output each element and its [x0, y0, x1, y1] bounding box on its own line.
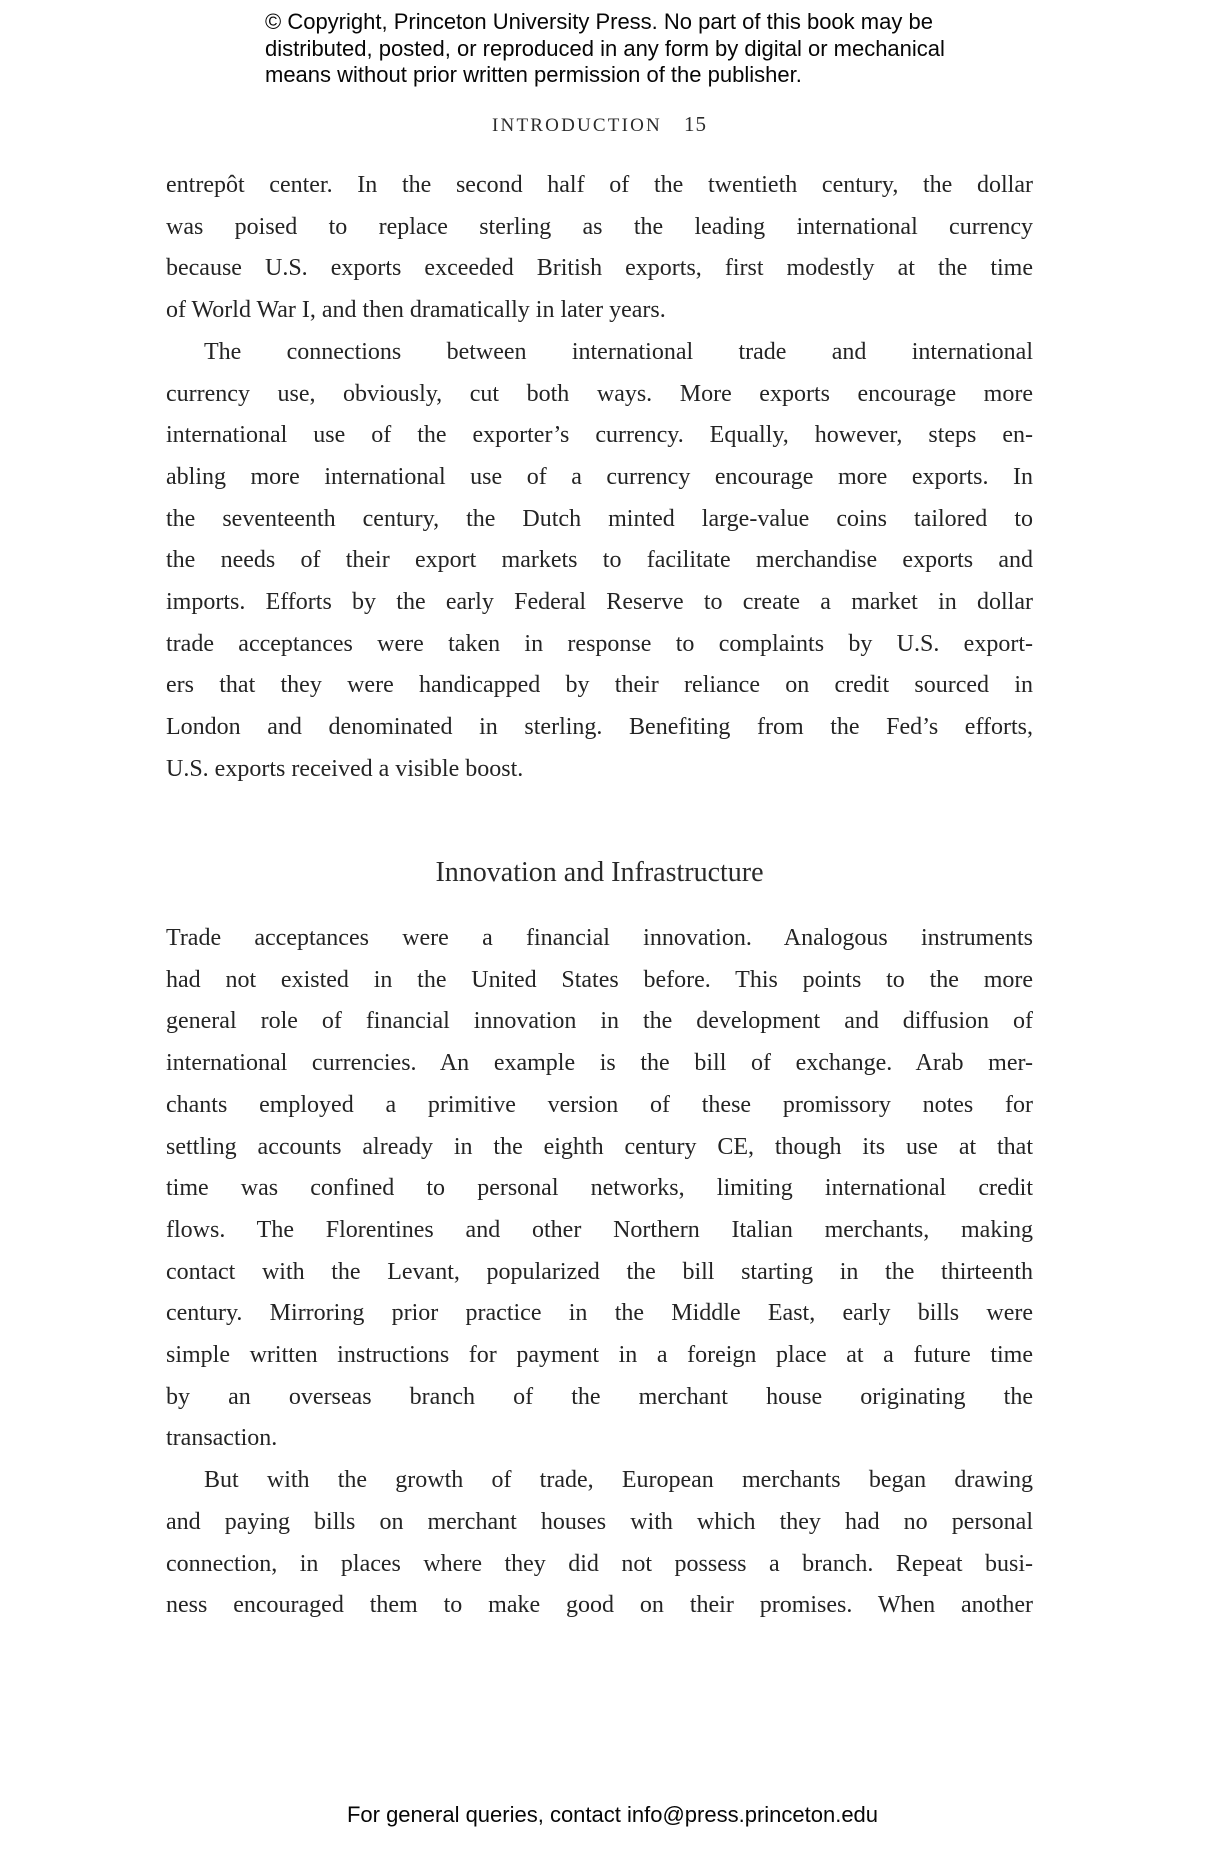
text-line: century. Mirroring prior practice in the Middle East, early bills were: [166, 1300, 1033, 1327]
page-footer-contact: For general queries, contact info@press.princeton.edu: [346, 1802, 879, 1827]
text-line: connection, in places where they did not possess a branch. Repeat busi-: [166, 1550, 1033, 1577]
text-line: of World War I, and then dramatically in later years.: [166, 297, 666, 324]
paragraph: [166, 165, 1033, 332]
text-line: trade acceptances were taken in response to complaints by U.S. export-: [166, 630, 1033, 657]
text-line: London and denominated in sterling. Benefiting from the Fed’s efforts,: [166, 714, 1033, 741]
text-line: international use of the exporter’s currency. Equally, however, steps en-: [166, 422, 1033, 449]
text-line: flows. The Florentines and other Northern Italian merchants, making: [166, 1216, 1033, 1243]
text-line: was poised to replace sterling as the leading international currency: [166, 213, 1033, 240]
text-line: and paying bills on merchant houses with which they had no personal: [166, 1508, 1033, 1535]
copyright-notice: [265, 9, 985, 89]
text-line: settling accounts already in the eighth century CE, though its use at that: [166, 1133, 1033, 1160]
text-line: general role of financial innovation in the development and diffusion of: [166, 1008, 1033, 1035]
paragraph: [166, 1460, 1033, 1627]
text-line: ness encouraged them to make good on their promises. When another: [166, 1592, 1033, 1619]
paragraph: [166, 332, 1033, 791]
text-line: distributed, posted, or reproduced in any form by digital or mechanical: [265, 35, 945, 61]
text-line: currency use, obviously, cut both ways. More exports encourage more: [166, 380, 1033, 407]
text-line: the seventeenth century, the Dutch minted large-value coins tailored to: [166, 505, 1033, 532]
running-header: [166, 112, 1033, 137]
text-line: But with the growth of trade, European merchants began drawing: [204, 1467, 1033, 1494]
text-line: because U.S. exports exceeded British exports, first modestly at the time: [166, 255, 1033, 282]
section-heading: Innovation and Infrastructure: [435, 857, 764, 888]
text-line: Trade acceptances were a financial innovation. Analogous instruments: [166, 925, 1033, 951]
text-line: time was confined to personal networks, limiting international credit: [166, 1175, 1033, 1202]
text-line: © Copyright, Princeton University Press. No part of this book may be: [265, 9, 933, 34]
text-line: simple written instructions for payment in a foreign place at a future time: [166, 1342, 1033, 1369]
text-line: international currencies. An example is the bill of exchange. Arab mer-: [166, 1050, 1033, 1077]
body-text-lower: [166, 918, 1033, 1627]
text-line: contact with the Levant, popularized the bill starting in the thirteenth: [166, 1258, 1033, 1285]
text-line: transaction.: [166, 1425, 278, 1452]
text-line: ers that they were handicapped by their reliance on credit sourced in: [166, 672, 1033, 699]
paragraph: [166, 918, 1033, 1460]
text-line: had not existed in the United States before. This points to the more: [166, 966, 1033, 993]
text-line: by an overseas branch of the merchant house originating the: [166, 1383, 1033, 1410]
text-line: entrepôt center. In the second half of the twentieth century, the dollar: [166, 172, 1033, 198]
text-line: means without prior written permission of the publisher.: [265, 62, 802, 87]
text-line: abling more international use of a currency encourage more exports. In: [166, 463, 1033, 490]
text-line: The connections between international trade and international: [204, 338, 1033, 365]
text-line: the needs of their export markets to facilitate merchandise exports and: [166, 547, 1033, 574]
text-line: imports. Efforts by the early Federal Reserve to create a market in dollar: [166, 589, 1033, 616]
page-number: 15: [683, 112, 707, 136]
body-text-upper: [166, 165, 1033, 791]
text-line: chants employed a primitive version of these promissory notes for: [166, 1091, 1033, 1118]
running-header-section-title: INTRODUCTION: [492, 115, 662, 136]
text-line: U.S. exports received a visible boost.: [166, 755, 524, 782]
